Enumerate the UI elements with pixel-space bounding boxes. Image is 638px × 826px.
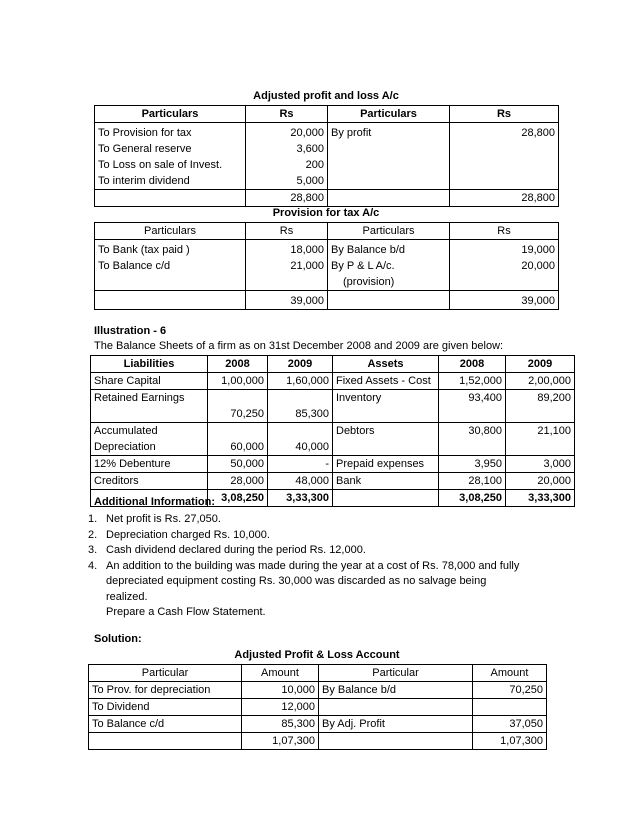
list-text: An addition to the building was made during the year at a cost of Rs. 78,000 and fully (106, 559, 520, 572)
bs-cell: 1,52,000 (439, 373, 506, 390)
solution-total: 1,07,300 (242, 733, 319, 750)
t1-left-value: 5,000 (296, 175, 324, 187)
list-text: Depreciation charged Rs. 10,000. (106, 528, 270, 541)
table-row (91, 423, 575, 440)
bs-cell: 28,100 (439, 473, 506, 490)
bs-cell: Share Capital (91, 373, 208, 390)
solution-cell: 37,050 (473, 716, 547, 733)
bs-cell: 28,000 (208, 473, 268, 490)
bs-cell: 85,300 (268, 406, 333, 423)
bs-total: 3,08,250 (208, 490, 268, 507)
bs-cell (333, 406, 439, 423)
bs-cell: 12% Debenture (91, 456, 208, 473)
list-text: realized. (106, 590, 148, 603)
bs-total: 3,33,300 (268, 490, 333, 507)
t2-right-item: (provision) (343, 276, 395, 288)
table-row (91, 473, 575, 490)
bs-cell (208, 390, 268, 407)
list-item (88, 512, 588, 528)
bs-cell (439, 406, 506, 423)
solution-header-particular-right: Particular (319, 665, 473, 682)
list-number: 3. (88, 544, 98, 556)
balance-sheet-table (90, 355, 575, 507)
t1-title: Adjusted profit and loss A/c (253, 90, 399, 102)
t1-right-value: 28,800 (521, 127, 555, 139)
bs-cell (268, 423, 333, 440)
additional-list (88, 512, 588, 621)
solution-total-row (89, 733, 547, 750)
t2-total-row (95, 291, 559, 310)
list-number: 4. (88, 559, 98, 572)
t2-table (94, 222, 559, 310)
t1-left-value: 20,000 (290, 127, 324, 139)
t2-right-total: 39,000 (450, 291, 559, 310)
bs-cell (333, 490, 439, 507)
t1-header-particulars-left: Particulars (95, 106, 246, 123)
solution-cell: To Balance c/d (89, 716, 242, 733)
bs-cell: 21,100 (506, 423, 575, 440)
t1-body-row (95, 123, 559, 190)
t2-left-item: To Bank (tax paid ) (98, 244, 190, 256)
t2-left-item: To Balance c/d (98, 260, 171, 272)
bs-cell: 30,800 (439, 423, 506, 440)
table-row (89, 682, 547, 699)
bs-total: 3,08,250 (439, 490, 506, 507)
solution-table (88, 664, 547, 750)
t1-left-value: 3,600 (296, 143, 324, 155)
solution-total: 1,07,300 (473, 733, 547, 750)
t1-header-particulars-right: Particulars (328, 106, 450, 123)
bs-cell (208, 423, 268, 440)
t1-header-row (95, 106, 559, 123)
t1-left-total: 28,800 (246, 190, 328, 207)
list-number: 1. (88, 513, 98, 525)
t1-right-total: 28,800 (450, 190, 559, 207)
solution-cell (319, 699, 473, 716)
bs-cell: Accumulated (91, 423, 208, 440)
table-row (91, 439, 575, 456)
bs-cell: 40,000 (268, 439, 333, 456)
solution-header-amount-right: Amount (473, 665, 547, 682)
t1-total-row (95, 190, 559, 207)
solution-cell: 12,000 (242, 699, 319, 716)
table-row (91, 373, 575, 390)
bs-cell: 60,000 (208, 439, 268, 456)
bs-cell: 48,000 (268, 473, 333, 490)
solution-cell: 70,250 (473, 682, 547, 699)
bs-cell: Inventory (333, 390, 439, 407)
bs-cell: 89,200 (506, 390, 575, 407)
table-row (91, 456, 575, 473)
bs-cell: 2,00,000 (506, 373, 575, 390)
t1-table (94, 105, 559, 207)
t2-title: Provision for tax A/c (272, 207, 380, 219)
bs-cell: 1,60,000 (268, 373, 333, 390)
t2-header-particulars-right: Particulars (328, 223, 450, 240)
bs-cell: Creditors (91, 473, 208, 490)
bs-cell: 20,000 (506, 473, 575, 490)
solution-cell: 85,300 (242, 716, 319, 733)
list-item (88, 559, 588, 621)
t2-header-rs-left: Rs (246, 223, 328, 240)
solution-cell (89, 733, 242, 750)
bs-cell (268, 390, 333, 407)
list-item (88, 543, 588, 559)
bs-cell: Prepaid expenses (333, 456, 439, 473)
solution-header-particular-left: Particular (89, 665, 242, 682)
bs-header-2008: 2008 (208, 356, 268, 373)
t1-left-item: To General reserve (98, 143, 192, 155)
bs-header-assets: Assets (333, 356, 439, 373)
t1-header-rs-left: Rs (246, 106, 328, 123)
solution-cell: 10,000 (242, 682, 319, 699)
bs-cell: Depreciation (91, 439, 208, 456)
t2-left-total: 39,000 (246, 291, 328, 310)
t1-right-item: By profit (331, 127, 372, 139)
bs-cell: 3,000 (506, 456, 575, 473)
list-item (88, 528, 588, 544)
bs-cell: 93,400 (439, 390, 506, 407)
t2-right-value: 20,000 (521, 260, 555, 272)
bs-header-2009: 2009 (506, 356, 575, 373)
solution-header-row (89, 665, 547, 682)
solution-cell (473, 699, 547, 716)
table-row (91, 390, 575, 407)
solution-heading: Solution: (94, 633, 142, 645)
t2-header-row (95, 223, 559, 240)
table-row (91, 406, 575, 423)
list-number: 2. (88, 528, 98, 541)
bs-total: 3,33,300 (506, 490, 575, 507)
t1-left-item: To interim dividend (98, 175, 190, 187)
solution-cell: To Prov. for depreciation (89, 682, 242, 699)
bs-cell: 1,00,000 (208, 373, 268, 390)
t1-left-value: 200 (305, 159, 324, 171)
additional-heading: Additional Information: (94, 496, 215, 508)
bs-cell (506, 439, 575, 456)
illustration-intro: The Balance Sheets of a firm as on 31st December 2008 and 2009 are given below: (94, 340, 504, 352)
bs-cell: 3,950 (439, 456, 506, 473)
solution-cell (319, 733, 473, 750)
bs-cell (506, 406, 575, 423)
t1-header-rs-right: Rs (450, 106, 559, 123)
solution-header-amount-left: Amount (242, 665, 319, 682)
bs-cell: 50,000 (208, 456, 268, 473)
bs-cell: - (268, 456, 333, 473)
bs-header-liabilities: Liabilities (91, 356, 208, 373)
bs-header-2008: 2008 (439, 356, 506, 373)
solution-cell: By Balance b/d (319, 682, 473, 699)
list-text: Net profit is Rs. 27,050. (106, 513, 221, 525)
bs-header-2009: 2009 (268, 356, 333, 373)
solution-cell: To Dividend (89, 699, 242, 716)
bs-cell: 70,250 (208, 406, 268, 423)
list-text: Prepare a Cash Flow Statement. (106, 606, 266, 618)
bs-cell: Debtors (333, 423, 439, 440)
t2-right-value: 19,000 (521, 244, 555, 256)
t2-body-row (95, 240, 559, 291)
bs-cell (439, 439, 506, 456)
list-text: Cash dividend declared during the period Rs. 12,000. (106, 544, 366, 556)
table-row (89, 716, 547, 733)
t2-left-value: 21,000 (290, 260, 324, 272)
t2-header-rs-right: Rs (450, 223, 559, 240)
t2-left-value: 18,000 (290, 244, 324, 256)
solution-title: Adjusted Profit & Loss Account (234, 649, 400, 661)
illustration-heading: Illustration - 6 (94, 325, 167, 337)
bs-cell (333, 439, 439, 456)
t2-right-item: By P & L A/c. (331, 260, 395, 272)
t2-right-item: By Balance b/d (331, 244, 405, 256)
table-row (89, 699, 547, 716)
solution-cell: By Adj. Profit (319, 716, 473, 733)
t1-left-item: To Loss on sale of Invest. (98, 159, 223, 171)
list-text: depreciated equipment costing Rs. 30,000 was discarded as no salvage being (106, 575, 487, 587)
bs-cell: Retained Earnings (91, 390, 208, 407)
t1-left-item: To Provision for tax (98, 127, 192, 139)
t2-header-particulars-left: Particulars (95, 223, 246, 240)
bs-cell: Bank (333, 473, 439, 490)
bs-cell (91, 406, 208, 423)
bs-header-row (91, 356, 575, 373)
bs-cell: Fixed Assets - Cost (333, 373, 439, 390)
